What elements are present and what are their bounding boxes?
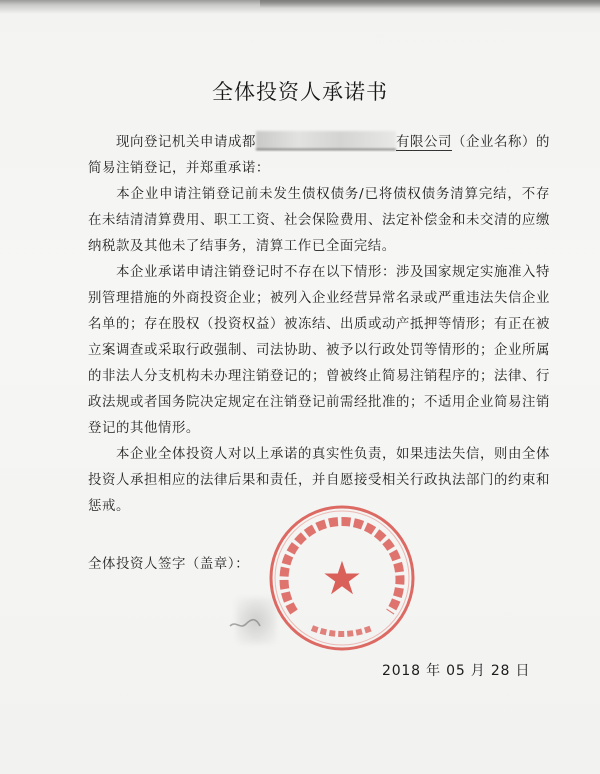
paragraph-application [88,130,550,182]
paragraph-debt-settlement [88,182,550,260]
signing-date: 2018 年 05 月 28 日 [382,663,531,679]
exclusions-text: 本企业承诺申请注销登记时不存在以下情形：涉及国家规定实施准入特别管理措施的外商投资企业；被列入企业经营异常名录或严重违法失信企业名单的；存在股权（投资权益）被冻结、出质或动产抵押等情形；有正在被立案调查或采取行政强制、司法协助、被予以行政处罚等情形的；企业所属的非法人分支机构未办理注销登记的；曾被终止简易注销程序的；法律、行政法规或者国务院决定规定在注销登记前需经批准的；不适用企业简易注销登记的其他情形。 [88,265,550,436]
signature-label: 全体投资人签字（盖章）： [88,557,250,572]
responsibility-text: 本企业全体投资人对以上承诺的真实性负责，如果违法失信，则由全体投资人承担相应的法律后果和责任，并自愿接受相关行政执法部门的约束和惩戒。 [88,447,550,514]
company-seal [264,500,420,656]
redacted-company-name [256,131,396,150]
document-title: 全体投资人承诺书 [212,80,388,104]
application-suffix: （企业名称）的简易注销登记，并郑重承诺： [88,135,551,176]
company-suffix: 有限公司 [396,135,453,150]
debt-settlement-text: 本企业申请注销登记前未发生债权债务/已将债权债务清算完结，不存在未结清清算费用、职工工资、社会保险费用、法定补偿金和未交清的应缴纳税款及其他未了结事务，清算工作已全面完结。 [88,187,550,254]
paragraph-exclusions [88,260,550,442]
seal-star: ★ [321,551,363,605]
scan-edge-shadow-dark [260,0,600,8]
application-prefix: 现向登记机关申请成都 [116,135,256,150]
